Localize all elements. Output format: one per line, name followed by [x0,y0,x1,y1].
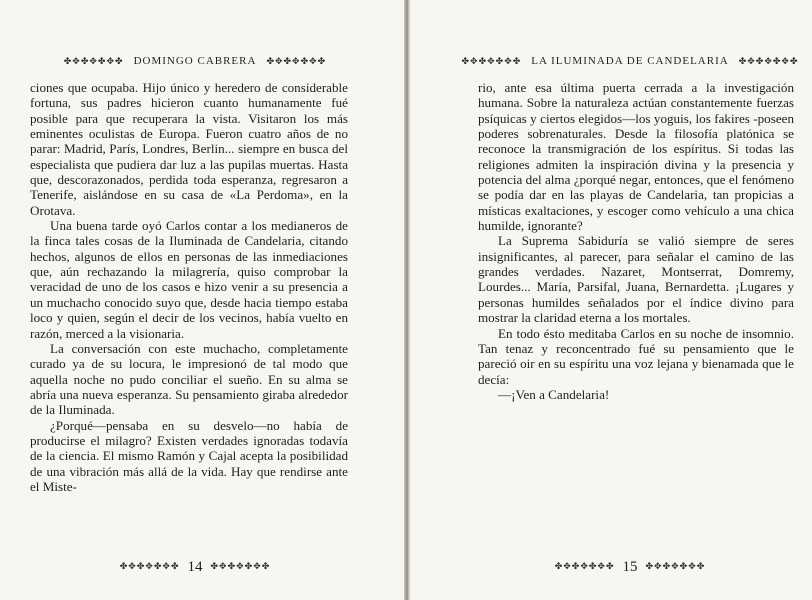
paragraph: ciones que ocupaba. Hijo único y heredero de considerable fortuna, sus padres hicieron cuanto humanamente fué posible para que recuperara la vista. Visitaron los más eminentes oculistas de Europa. Fueron cuatro años de no parar: Madrid, París, Londres, Berlin... siempre en busca del especialista que pudiera dar luz a las pupilas muertas. Hasta que, descorazonados, perdida toda esperanza, regresaron a Tenerife, aislándose en su casa de «La Perdoma», en la Orotava. [30,80,348,218]
running-head-title: LA ILUMINADA DE CANDELARIA [531,55,729,67]
ornament-border: ✤✥✤✥✤✥✤ [554,562,615,572]
right-running-header [461,53,799,69]
left-body-text [30,80,348,494]
right-body-text [478,80,794,402]
ornament-border: ✤✥✤✥✤✥✤ [266,55,327,66]
ornament-border: ✤✥✤✥✤✥✤ [645,562,706,572]
ornament-border: ✤✥✤✥✤✥✤ [119,562,180,572]
ornament-border: ✤✥✤✥✤✥✤ [63,55,124,66]
right-page [410,0,812,600]
page-number: 15 [622,558,638,575]
page-number: 14 [187,558,203,575]
ornament-border: ✤✥✤✥✤✥✤ [738,55,799,66]
left-running-header [30,53,360,69]
ornament-border: ✤✥✤✥✤✥✤ [461,55,522,66]
paragraph: —¡Ven a Candelaria! [498,386,610,402]
paragraph: La Suprema Sabiduría se valió siempre de seres insignificantes, al parecer, para señalar el camino de las grandes verdades. Nazaret, Montserrat, Domremy, Lourdes... María, Parsifal, Juana, Bernardetta. ¡Lugares y personas humildes señalados por el índice divino para mostrar la claridad eterna a los mortales. [478,233,794,326]
left-page-footer [30,558,360,576]
paragraph: En todo ésto meditaba Carlos en su noche de insomnio. Tan tenaz y reconcentrado fué su pensamiento que le pareció oir en su espíritu una voz lejana y bienamada que le decía: [478,325,794,387]
ornament-border: ✤✥✤✥✤✥✤ [210,562,271,572]
left-page [0,0,405,600]
right-page-footer [480,558,780,576]
running-head-author: DOMINGO CABRERA [133,55,257,67]
paragraph: rio, ante esa última puerta cerrada a la investigación humana. Sobre la naturaleza actúan constantemente fuerzas psíquicas y ciertos elegidos—los yoguis, los fakires -poseen poderes sobrenaturales. Desde la filosofía platónica se reconoce la transmigración de los espíritus. Si todas las religiones admiten la inspiración divina y la presencia y potencia del alma ¿porqué negar, entonces, que el fenómeno se podía dar en las playas de Candelaria, tan propicias a místicas exaltaciones, y escoger como vehículo a una chica humilde, ignorante? [478,80,794,234]
paragraph: ¿Porqué—pensaba en su desvelo—no había de producirse el milagro? Existen verdades ignoradas todavía de la ciencia. El mismo Ramón y Cajal acepta la posibilidad de una vibración más allá de la vida. Hay que rendirse ante el Miste- [30,417,348,494]
paragraph: La conversación con este muchacho, completamente curado ya de su locura, le impresionó de tal modo que aquella noche no pudo conciliar el sueño. En su alma se abría una nueva esperanza. Su pensamiento giraba alrededor de la Iluminada. [30,340,348,418]
paragraph: Una buena tarde oyó Carlos contar a los medianeros de la finca tales cosas de la Iluminada de Candelaria, citando hechos, algunos de ellos en personas de las inmediaciones que, aún rechazando la milagrería, quiso comprobar la veracidad de uno de los casos e hizo venir a su presencia a un muchacho conocido suyo que, desde hacia tiempo estaba loco y quien, según el decir de los vecinos, había vuelto en razón, merced a la visionaria. [30,218,348,341]
